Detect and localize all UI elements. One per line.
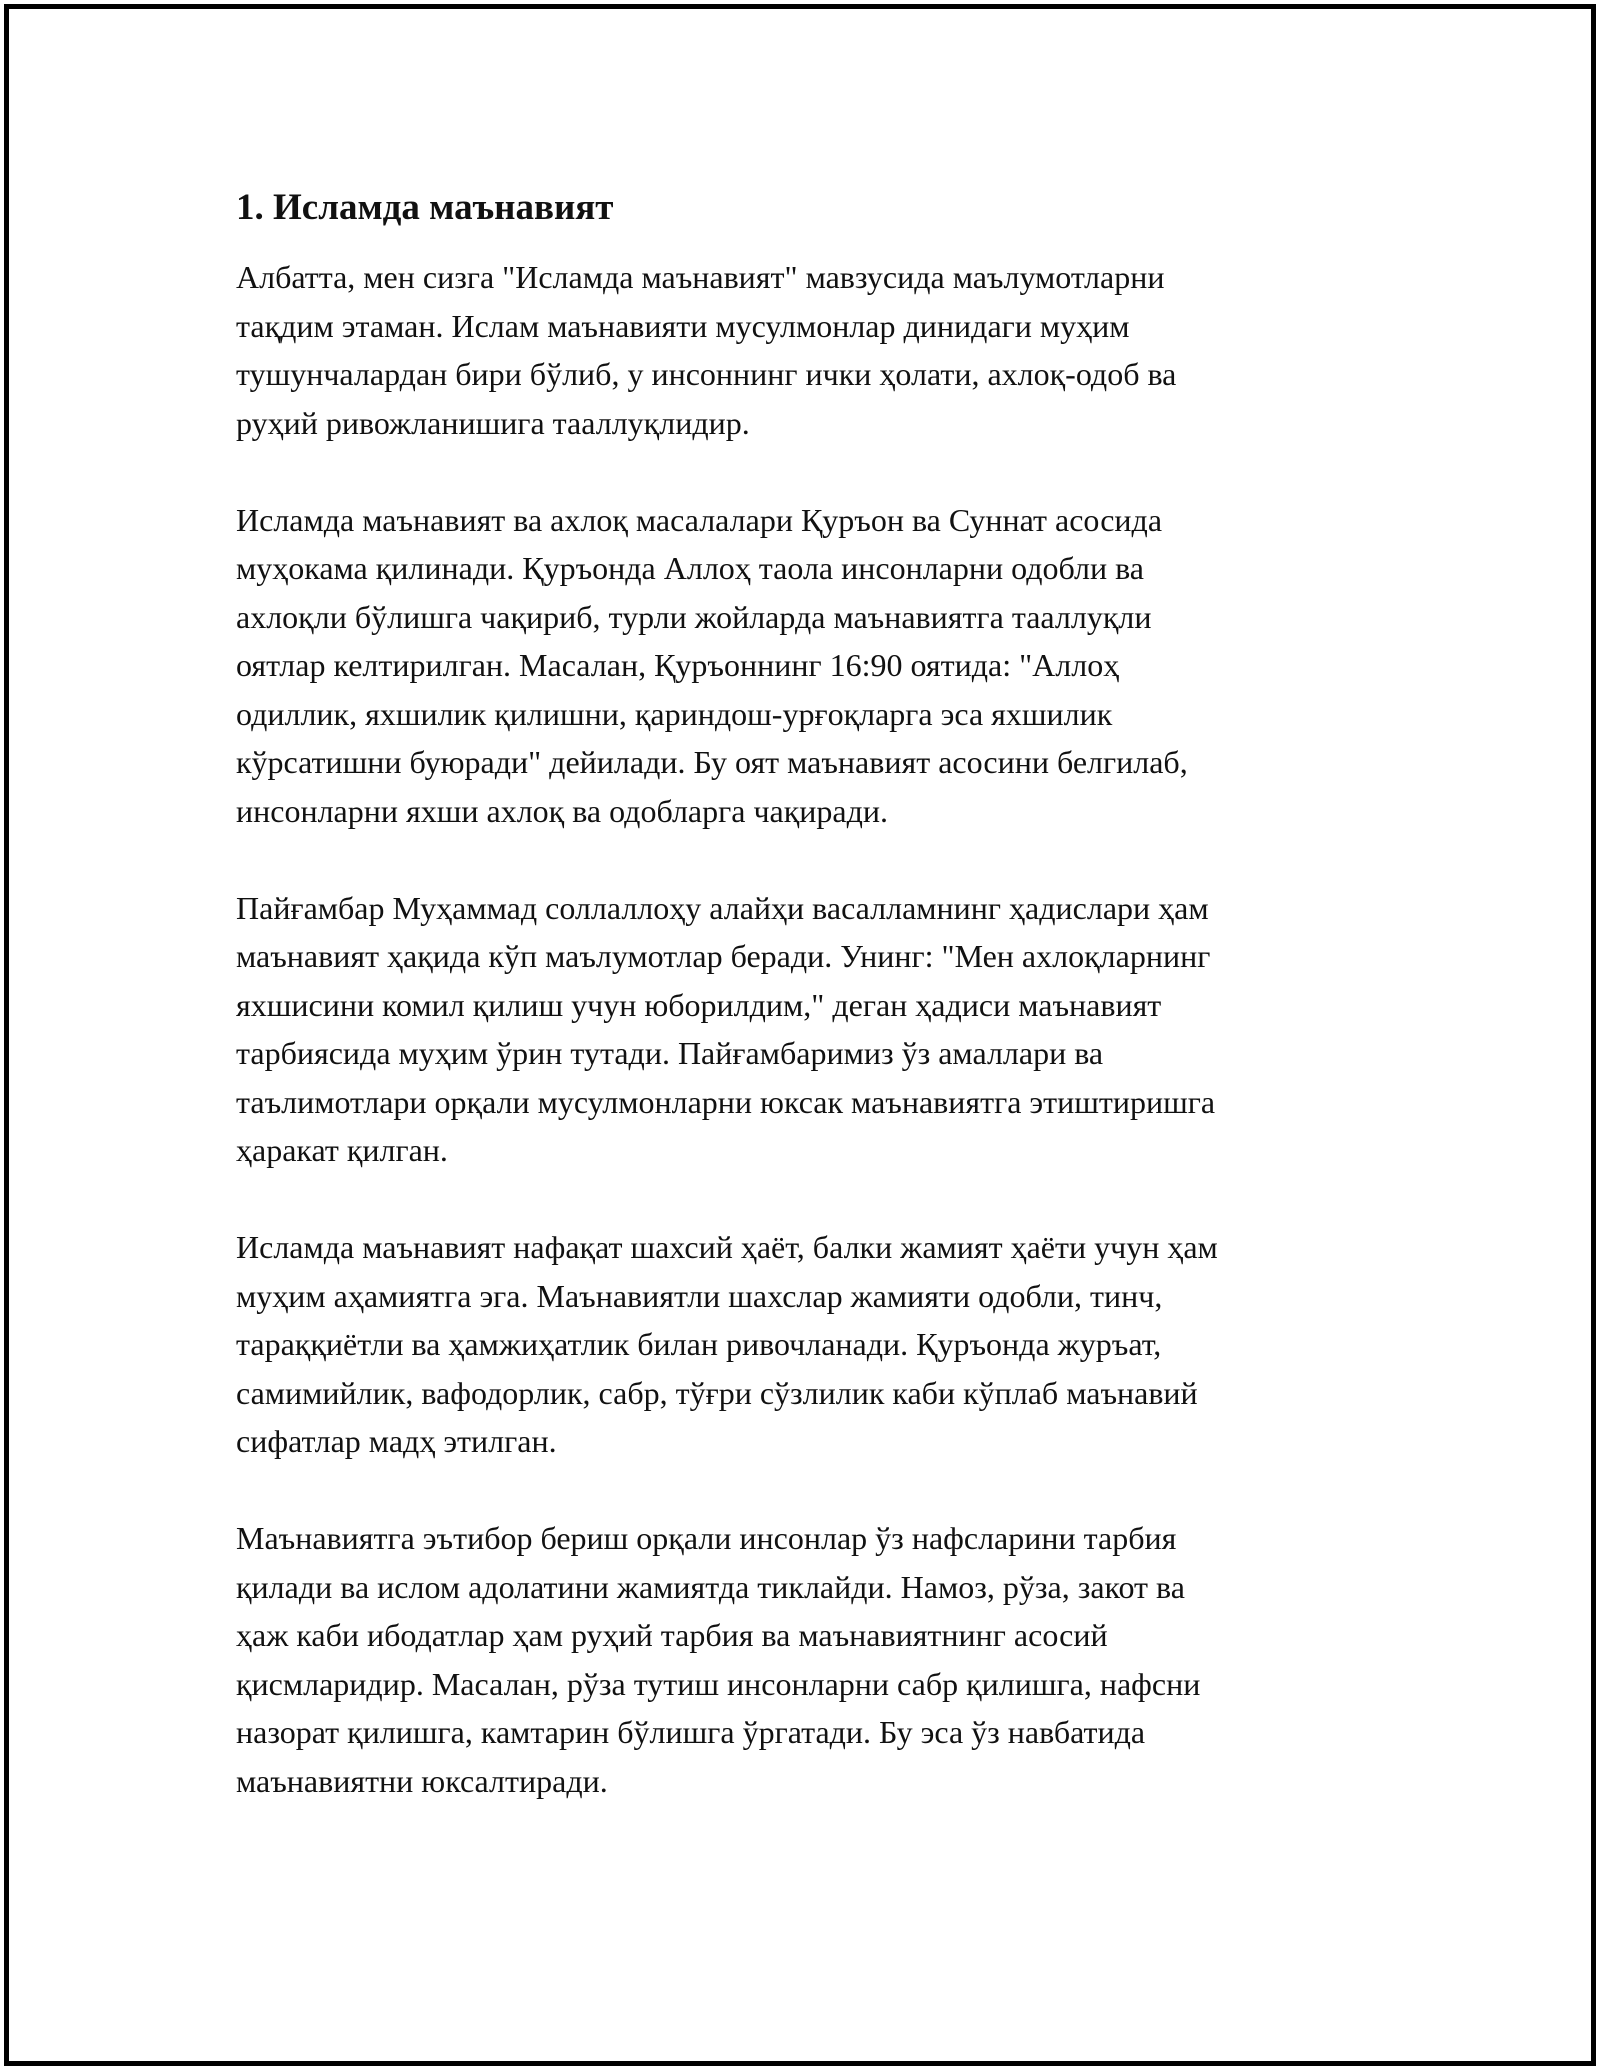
text-line: инсонларни яхши ахлоқ ва одобларга чақиради. (236, 792, 889, 829)
section-heading: 1. Исламда маънавият (236, 187, 614, 228)
text-line: Пайғамбар Муҳаммад соллаллоҳу алайҳи васалламнинг ҳадислари ҳам (236, 889, 1209, 926)
text-line: муҳокама қилинади. Қуръонда Аллоҳ таола инсонларни одобли ва (236, 550, 1144, 586)
text-line: муҳим аҳамиятга эга. Маънавиятли шахслар жамияти одобли, тинч, (236, 1277, 1163, 1314)
document-body (236, 184, 1386, 1854)
text-line: оятлар келтирилган. Масалан, Қуръоннинг 16:90 оятида: "Аллоҳ (236, 647, 1120, 683)
text-line: ҳаж каби ибодатлар ҳам руҳий тарбия ва маънавиятнинг асосий (236, 1617, 1108, 1653)
text-line: яхшисини комил қилиш учун юборилдим," деган ҳадиси маънавият (236, 986, 1162, 1023)
text-line: таълимотлари орқали мусулмонларни юксак маънавиятга этиштиришга (236, 1083, 1216, 1120)
paragraph (236, 253, 1386, 447)
text-line: қисмларидир. Масалан, рўза тутиш инсонларни сабр қилишга, нафсни (236, 1665, 1201, 1702)
text-line: сифатлар мадҳ этилган. (236, 1423, 557, 1459)
text-line: маънавият ҳақида кўп маълумотлар беради. Унинг: "Мен ахлоқларнинг (236, 938, 1211, 974)
text-line: тушунчалардан бири бўлиб, у инсоннинг ички ҳолати, ахлоқ-одоб ва (236, 356, 1177, 392)
text-line: тақдим этаман. Ислам маънавияти мусулмонлар динидаги муҳим (236, 307, 1130, 344)
text-line: маънавиятни юксалтиради. (236, 1762, 608, 1799)
text-line: Маънавиятга эътибор бериш орқали инсонлар ўз нафсларини тарбия (236, 1520, 1177, 1556)
text-line: самимийлик, вафодорлик, сабр, тўғри сўзлилик каби кўплаб маънавий (236, 1374, 1198, 1411)
paragraph (236, 1223, 1386, 1466)
paragraph (236, 884, 1386, 1175)
text-line: Исламда маънавият ва ахлоқ масалалари Қуръон ва Суннат асосида (236, 501, 1163, 538)
text-line: ахлоқли бўлишга чақириб, турли жойларда маънавиятга тааллуқли (236, 598, 1152, 635)
text-line: Исламда маънавият нафақат шахсий ҳаёт, балки жамият ҳаёти учун ҳам (236, 1229, 1218, 1265)
text-line: назорат қилишга, камтарин бўлишга ўргатади. Бу эса ўз навбатида (236, 1714, 1146, 1750)
text-line: одиллик, яхшилик қилишни, қариндош-урғоқларга эса яхшилик (236, 695, 1113, 732)
text-line: ҳаракат қилган. (236, 1132, 448, 1168)
paragraph (236, 496, 1386, 836)
paragraph (236, 1514, 1386, 1805)
text-line: руҳий ривожланишига тааллуқлидир. (236, 404, 750, 441)
text-line: тараққиётли ва ҳамжиҳатлик билан ривочланади. Қуръонда журъат, (236, 1326, 1162, 1362)
text-line: кўрсатишни буюради" дейилади. Бу оят маънавият асосини белгилаб, (236, 744, 1188, 780)
text-line: қилади ва ислом адолатини жамиятда тиклайди. Намоз, рўза, закот ва (236, 1568, 1185, 1605)
text-line: Албатта, мен сизга "Исламда маънавият" мавзусида маълумотларни (236, 259, 1165, 295)
text-line: тарбиясида муҳим ўрин тутади. Пайғамбаримиз ўз амаллари ва (236, 1035, 1104, 1071)
